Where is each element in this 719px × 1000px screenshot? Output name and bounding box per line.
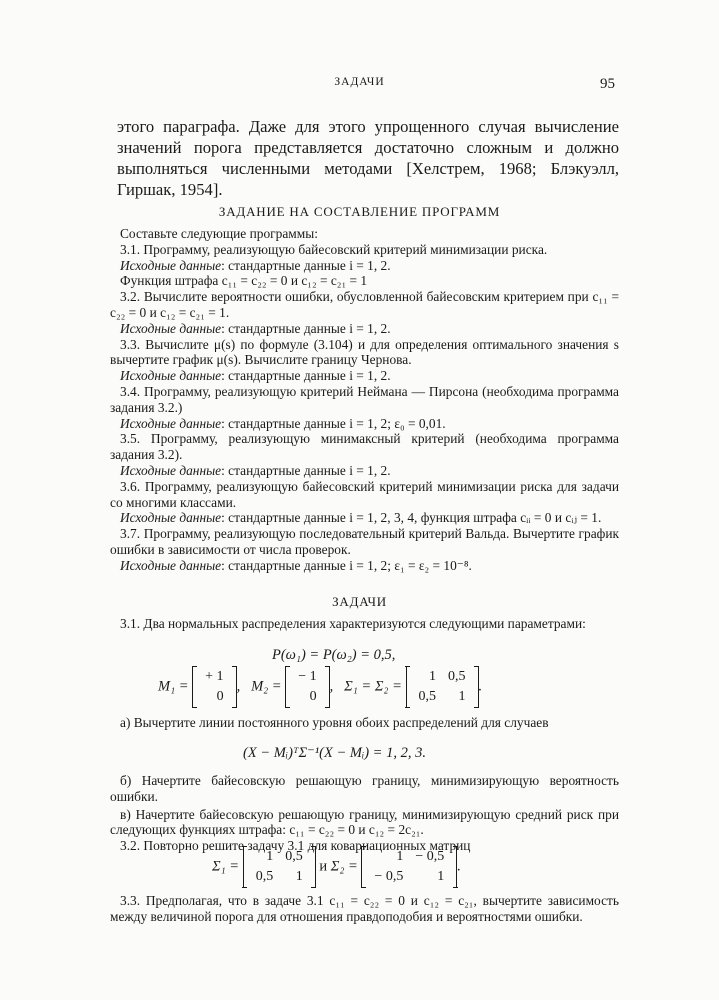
data-label: Исходные данные — [120, 510, 222, 526]
matrix-cell: 1 — [266, 849, 274, 864]
matrix-cell: − 0,5 — [415, 849, 445, 864]
sigma2-matrix — [361, 846, 457, 888]
data-text: : стандартные данные i = 1, 2. — [221, 257, 391, 273]
program-3-7: 3.7. Программу, реализующую последовательный критерий Вальда. Вычертите график ошибки в зависимости от числа проверок. — [110, 526, 619, 557]
data-text: : стандартные данные i = 1, 2. — [221, 368, 391, 384]
matrix-cell: − 0,5 — [374, 869, 404, 884]
m2-matrix — [285, 666, 329, 708]
intro-paragraph: этого параграфа. Даже для этого упрощенного случая вычисление значений порога представляется достаточно сложным и должно выполняться численными методами [Хелстрем, 1968; Блэкуэлл, Гиршак, 1954]. — [117, 117, 619, 199]
program-3-6: 3.6. Программу, реализующую байесовский критерий минимизации риска для задачи со многими классами. — [110, 478, 619, 510]
program-3-3-data — [110, 368, 619, 384]
matrix-cell: 1 — [396, 849, 404, 864]
equation-priors: P(ω₁) = P(ω₂) = 0,5, — [272, 647, 396, 663]
programs-list — [110, 226, 619, 574]
problem-3-1-c-text: в) Начертите байесовскую решающую границу, минимизирующую средний риск при следующих функциях штрафа: c₁₁ = c₂₂ = 0 и c₁₂ = 2c₂₁. — [110, 806, 619, 838]
equation-parameters: M₁ = + 1 0 , M₂ = − 1 0 , Σ₁ = Σ₂ = 1 0,5 0,5 1 . — [158, 666, 482, 708]
program-3-5: 3.5. Программу, реализующую минимаксный критерий (необходима программа задания 3.2). — [110, 431, 619, 463]
program-3-5-data — [110, 463, 619, 479]
program-3-6-data — [110, 510, 619, 526]
matrix-cell: 1 — [458, 689, 466, 704]
matrix-cell: 0,5 — [418, 689, 437, 704]
problem-3-3 — [110, 893, 619, 925]
running-title: ЗАДАЧИ — [334, 76, 385, 88]
page-number: 95 — [600, 76, 615, 92]
data-text: : стандартные данные i = 1, 2. — [221, 462, 391, 478]
problem-3-1-b-text: б) Начертите байесовскую решающую границу, минимизирующую вероятность ошибки. — [110, 773, 619, 804]
data-label: Исходные данные — [120, 415, 222, 431]
program-3-3: 3.3. Вычислите μ(s) по формуле (3.104) и для определения оптимального значения s вычертите график μ(s). Вычислите границу Чернова. — [110, 336, 619, 368]
matrix-cell: + 1 — [205, 669, 224, 684]
matrix-cell: 0 — [216, 689, 224, 704]
m1-label: M₁ = — [158, 678, 189, 695]
problem-3-1 — [110, 616, 619, 632]
matrix-cell: 0,5 — [448, 669, 466, 684]
and-word: и — [319, 858, 328, 875]
matrix-cell: 1 — [429, 669, 437, 684]
m1-matrix — [192, 666, 236, 708]
program-3-2: 3.2. Вычислите вероятности ошибки, обусловленной байесовским критерием при c₁₁ = c₂₂ = 0 и c₁₂ = c₂₁ = 1. — [110, 289, 619, 320]
equation-level-curves: (X − Mᵢ)ᵀΣ⁻¹(X − Mᵢ) = 1, 2, 3. — [243, 745, 426, 761]
program-3-1-cost: Функция штрафа c₁₁ = c₂₂ = 0 и c₁₂ = c₂₁ = 1 — [120, 273, 368, 289]
program-3-2-data — [110, 321, 619, 337]
matrix-cell: 0,5 — [285, 849, 303, 864]
data-text: : стандартные данные i = 1, 2, 3, 4, функция штрафа cᵢᵢ = 0 и cᵢⱼ = 1. — [221, 510, 602, 526]
sigma1-label: Σ₁ = — [212, 858, 240, 875]
data-label: Исходные данные — [120, 257, 222, 273]
equation-covariances: Σ₁ = 1 0,5 0,5 1 и Σ₂ = 1 − 0,5 − 0,5 1 . — [212, 846, 461, 888]
problem-3-1-bc — [110, 773, 619, 854]
program-3-1-data — [110, 258, 619, 274]
problem-3-1-text: 3.1. Два нормальных распределения характеризуются следующими параметрами: — [120, 616, 586, 631]
m2-label: M₂ = — [251, 678, 282, 695]
section-heading-programs: ЗАДАНИЕ НА СОСТАВЛЕНИЕ ПРОГРАММ — [218, 204, 501, 219]
program-3-4: 3.4. Программу, реализующую критерий Неймана — Пирсона (необходима программа задания 3.2.) — [110, 383, 619, 415]
data-label: Исходные данные — [120, 557, 222, 573]
sigma2-label: Σ₂ = — [330, 858, 358, 875]
problem-3-3-text: 3.3. Предполагая, что в задаче 3.1 c₁₁ = c₂₂ = 0 и c₁₂ = c₂₁, вычертите зависимость между величиной порога для отношения правдоподобия и вероятностями ошибки. — [110, 893, 619, 924]
matrix-cell: 0 — [309, 689, 317, 704]
data-label: Исходные данные — [120, 368, 222, 384]
program-3-7-data — [110, 558, 619, 574]
programs-lead: Составьте следующие программы: — [120, 226, 318, 241]
data-text: : стандартные данные i = 1, 2. — [221, 320, 391, 336]
matrix-cell: 0,5 — [255, 869, 274, 884]
data-label: Исходные данные — [120, 462, 222, 478]
data-text: : стандартные данные i = 1, 2; ε₀ = 0,01. — [221, 415, 446, 431]
problem-3-1-a-text: а) Вычертите линии постоянного уровня обоих распределений для случаев — [120, 715, 549, 730]
matrix-cell: − 1 — [298, 669, 317, 684]
problem-3-2-text: 3.2. Повторно решите задачу 3.1 для ковариационных матриц — [120, 838, 471, 854]
program-3-4-data — [110, 416, 619, 432]
matrix-cell: 1 — [295, 869, 303, 884]
sigma-matrix — [406, 666, 479, 708]
data-text: : стандартные данные i = 1, 2; ε₁ = ε₂ = 10⁻⁸. — [221, 557, 472, 573]
program-3-1: 3.1. Программу, реализующую байесовский критерий минимизации риска. — [120, 241, 548, 257]
section-heading-problems: ЗАДАЧИ — [332, 594, 387, 609]
problem-3-1-a — [110, 715, 619, 731]
sigma-label: Σ₁ = Σ₂ = — [344, 678, 402, 695]
matrix-cell: 1 — [437, 869, 445, 884]
data-label: Исходные данные — [120, 320, 222, 336]
sigma1-matrix — [243, 846, 316, 888]
